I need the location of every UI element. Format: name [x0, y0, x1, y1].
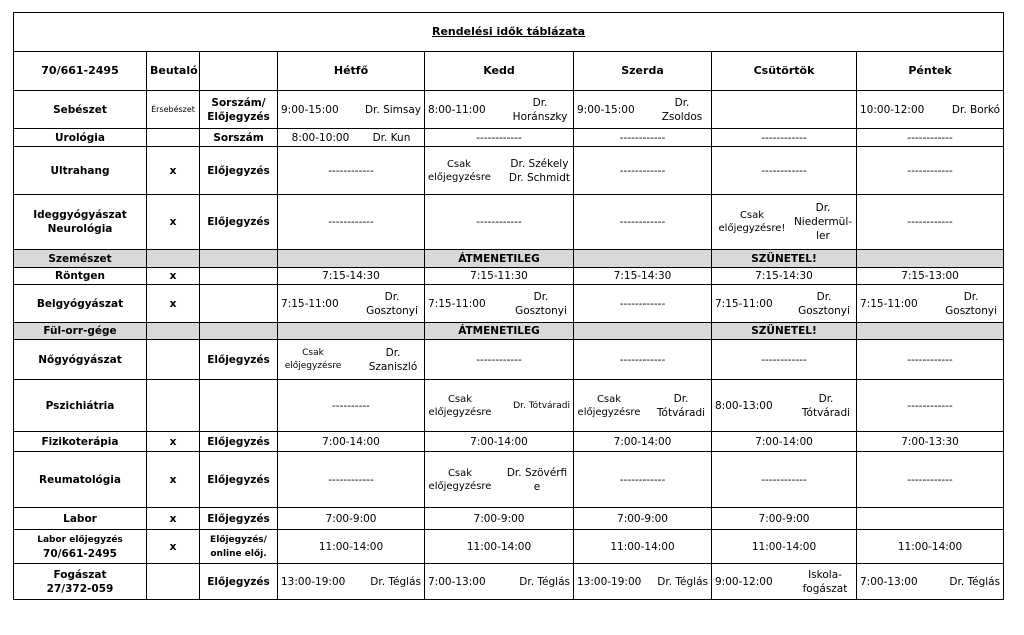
doctor: Dr. Simsay: [364, 103, 421, 116]
cell-mon: [278, 564, 425, 600]
time: 9:00-12:00: [715, 575, 773, 588]
doctor: Dr. Tótváradi: [656, 392, 706, 419]
booking-mode: Előjegyzés/ online előj.: [200, 530, 278, 564]
cell-mon: ----------: [278, 380, 425, 432]
cell-mon: 7:15-14:30: [278, 268, 425, 285]
time: 9:00-15:00: [577, 103, 635, 116]
time: 8:00-13:00: [715, 399, 773, 412]
time: 7:00-13:00: [860, 575, 918, 588]
cell-mon: [278, 285, 425, 323]
doctor: Dr. Téglás: [949, 575, 1001, 588]
time: 8:00-10:00: [291, 131, 350, 144]
cell-fri: ------------: [857, 380, 1004, 432]
cell-fri: ------------: [857, 452, 1004, 508]
referral: x: [147, 530, 200, 564]
row-urologia: [14, 129, 1004, 147]
cell-tue: [425, 380, 574, 432]
doctor: Iskola-fogászat: [802, 568, 848, 595]
dept-name: Fizikoterápia: [14, 432, 147, 452]
doctor: Dr. Téglás: [657, 575, 708, 588]
dept-name: Fül-orr-gége: [14, 323, 147, 340]
booking-mode: Előjegyzés: [200, 432, 278, 452]
doctor: Dr. Horánszky: [512, 96, 568, 123]
header-day-wed: Szerda: [574, 52, 712, 91]
note: Csak előjegyzésre: [428, 467, 492, 492]
time: 7:15-11:00: [860, 297, 918, 310]
cell-wed: [574, 91, 712, 129]
cell-fri: ------------: [857, 129, 1004, 147]
dept-name: Labor előjegyzés 70/661-2495: [14, 530, 147, 564]
cell-fri: 7:15-13:00: [857, 268, 1004, 285]
doctor: Dr. Gosztonyi: [798, 290, 850, 317]
cell-thu: [712, 380, 857, 432]
cell-thu: ------------: [712, 147, 857, 195]
cell-tue: [425, 285, 574, 323]
booking-mode: [200, 380, 278, 432]
time: 9:00-15:00: [281, 103, 339, 116]
cell-thu: ------------: [712, 129, 857, 147]
dept-name: Szemészet: [14, 250, 147, 268]
referral: [147, 564, 200, 600]
doctor: Dr. Gosztonyi: [945, 290, 998, 317]
cell-wed: ------------: [574, 452, 712, 508]
header-day-thu: Csütörtök: [712, 52, 857, 91]
row-labor: [14, 508, 1004, 530]
doctor: Dr. Tótváradi: [513, 400, 570, 411]
cell-thu: [712, 91, 857, 129]
booking-mode: Sorszám: [200, 129, 278, 147]
cell-mon: 7:00-14:00: [278, 432, 425, 452]
cell-mon: 7:00-9:00: [278, 508, 425, 530]
referral: x: [147, 147, 200, 195]
header-day-fri: Péntek: [857, 52, 1004, 91]
cell-fri: 11:00-14:00: [857, 530, 1004, 564]
doctor: Dr. Tótváradi: [801, 392, 851, 419]
row-fogaszat: [14, 564, 1004, 600]
doctor: Dr. Borkó: [951, 103, 1001, 116]
cell-fri: [857, 91, 1004, 129]
cell-wed: 7:00-14:00: [574, 432, 712, 452]
referral: x: [147, 452, 200, 508]
header-phone: 70/661-2495: [14, 52, 147, 91]
referral: [147, 340, 200, 380]
dept-name: Reumatológia: [14, 452, 147, 508]
table-title: Rendelési idők táblázata: [432, 25, 586, 38]
dept-name: Belgyógyászat: [14, 285, 147, 323]
booking-mode: Előjegyzés: [200, 564, 278, 600]
cell-mon: ------------: [278, 195, 425, 250]
referral: Érsebészet: [147, 91, 200, 129]
cell-wed: 11:00-14:00: [574, 530, 712, 564]
cell-thu: 7:00-9:00: [712, 508, 857, 530]
cell-tue: [425, 147, 574, 195]
cell-mon: [278, 91, 425, 129]
note: Csak előjegyzésre: [428, 158, 491, 183]
dept-name: Labor: [14, 508, 147, 530]
cell-tue: 11:00-14:00: [425, 530, 574, 564]
cell-wed: 7:00-9:00: [574, 508, 712, 530]
dept-name: Nőgyógyászat: [14, 340, 147, 380]
cell-mon: ------------: [278, 452, 425, 508]
cell-wed: [574, 564, 712, 600]
cell-mon: ------------: [278, 147, 425, 195]
row-rontgen: [14, 268, 1004, 285]
row-nogyogyaszat: [14, 340, 1004, 380]
referral: x: [147, 268, 200, 285]
booking-mode: Előjegyzés: [200, 452, 278, 508]
dept-name: Sebészet: [14, 91, 147, 129]
booking-mode: Előjegyzés: [200, 195, 278, 250]
status-suspended: SZÜNETEL!: [712, 323, 857, 340]
doctor: Dr. Téglás: [519, 575, 570, 588]
doctor: Dr. Gosztonyi: [366, 290, 418, 317]
cell-fri: [857, 564, 1004, 600]
doctor: Dr. Székely: [510, 157, 569, 170]
cell-mon: 11:00-14:00: [278, 530, 425, 564]
referral: [147, 129, 200, 147]
cell-wed: [574, 380, 712, 432]
cell-tue: ------------: [425, 340, 574, 380]
header-day-mon: Hétfő: [278, 52, 425, 91]
row-belgyogyaszat: [14, 285, 1004, 323]
time: 7:15-11:00: [281, 297, 339, 310]
title-cell: [14, 13, 1004, 52]
cell-fri: [857, 508, 1004, 530]
dept-name: Fogászat 27/372-059: [14, 564, 147, 600]
cell-wed: ------------: [574, 147, 712, 195]
note: Csak előjegyzésre: [284, 347, 342, 371]
status-temporarily: ÁTMENETILEG: [425, 323, 574, 340]
row-ultrahang: [14, 147, 1004, 195]
cell-tue: ------------: [425, 195, 574, 250]
referral: x: [147, 285, 200, 323]
cell-tue: [425, 91, 574, 129]
status-suspended: SZÜNETEL!: [712, 250, 857, 268]
cell-tue: [425, 564, 574, 600]
time: 7:15-11:00: [715, 297, 773, 310]
row-reumatologia: [14, 452, 1004, 508]
cell-tue: 7:00-14:00: [425, 432, 574, 452]
cell-tue: [425, 452, 574, 508]
dept-name: Urológia: [14, 129, 147, 147]
cell-thu: ------------: [712, 340, 857, 380]
doctor: Dr. Téglás: [370, 575, 421, 588]
doctor: Dr. Szövérfi e: [506, 466, 568, 493]
cell-thu: [712, 285, 857, 323]
row-szemeszet: [14, 250, 1004, 268]
cell-thu: [712, 195, 857, 250]
row-ideggyogyaszat: [14, 195, 1004, 250]
booking-mode: Előjegyzés: [200, 147, 278, 195]
referral: [147, 380, 200, 432]
cell-mon: [278, 340, 425, 380]
row-pszichiatria: [14, 380, 1004, 432]
doctor: Dr. Szaniszló: [368, 346, 418, 373]
cell-thu: 11:00-14:00: [712, 530, 857, 564]
time: 7:15-11:00: [428, 297, 486, 310]
cell-wed: 7:15-14:30: [574, 268, 712, 285]
time: 13:00-19:00: [281, 575, 346, 588]
cell-fri: ------------: [857, 195, 1004, 250]
doctor: Dr. Niedermül-ler: [793, 202, 853, 242]
dept-name: Ultrahang: [14, 147, 147, 195]
time: 8:00-11:00: [428, 103, 486, 116]
cell-wed: ------------: [574, 285, 712, 323]
cell-tue: ------------: [425, 129, 574, 147]
dept-name: Pszichiátria: [14, 380, 147, 432]
cell-tue: 7:00-9:00: [425, 508, 574, 530]
row-sebeszet: [14, 91, 1004, 129]
referral: x: [147, 432, 200, 452]
doctor: Dr. Kun: [372, 131, 411, 144]
row-fizikoterapia: [14, 432, 1004, 452]
header-beutalo: Beutaló: [147, 52, 200, 91]
booking-mode: [200, 268, 278, 285]
status-temporarily: ÁTMENETILEG: [425, 250, 574, 268]
cell-fri: [857, 285, 1004, 323]
header-mode: [200, 52, 278, 91]
note: Csak előjegyzésre: [428, 393, 492, 418]
booking-mode: Előjegyzés: [200, 508, 278, 530]
cell-thu: [712, 564, 857, 600]
note: Csak előjegyzésre!: [718, 210, 786, 234]
header-day-tue: Kedd: [425, 52, 574, 91]
dept-name: Ideggyógyászat Neurológia: [14, 195, 147, 250]
time: 7:00-13:00: [428, 575, 486, 588]
doctor: Dr. Zsoldos: [661, 96, 703, 123]
cell-thu: ------------: [712, 452, 857, 508]
dept-name: Röntgen: [14, 268, 147, 285]
note: Csak előjegyzésre: [577, 393, 641, 418]
cell-tue: 7:15-11:30: [425, 268, 574, 285]
cell-thu: 7:15-14:30: [712, 268, 857, 285]
cell-mon: [278, 129, 425, 147]
cell-wed: ------------: [574, 129, 712, 147]
booking-mode: [200, 285, 278, 323]
cell-fri: ------------: [857, 340, 1004, 380]
cell-fri: 7:00-13:30: [857, 432, 1004, 452]
cell-thu: 7:00-14:00: [712, 432, 857, 452]
header-row: [14, 52, 1004, 91]
cell-wed: ------------: [574, 340, 712, 380]
referral: x: [147, 508, 200, 530]
cell-wed: ------------: [574, 195, 712, 250]
referral: x: [147, 195, 200, 250]
doctor: Dr. Gosztonyi: [515, 290, 567, 317]
doctor: Dr. Schmidt: [508, 171, 570, 184]
booking-mode: Sorszám/ Előjegyzés: [200, 91, 278, 129]
booking-mode: Előjegyzés: [200, 340, 278, 380]
schedule-table: [13, 12, 1004, 600]
row-labor-elojegyzes: [14, 530, 1004, 564]
time: 13:00-19:00: [577, 575, 642, 588]
cell-fri: ------------: [857, 147, 1004, 195]
row-ful-orr-gege: [14, 323, 1004, 340]
time: 10:00-12:00: [860, 103, 925, 116]
